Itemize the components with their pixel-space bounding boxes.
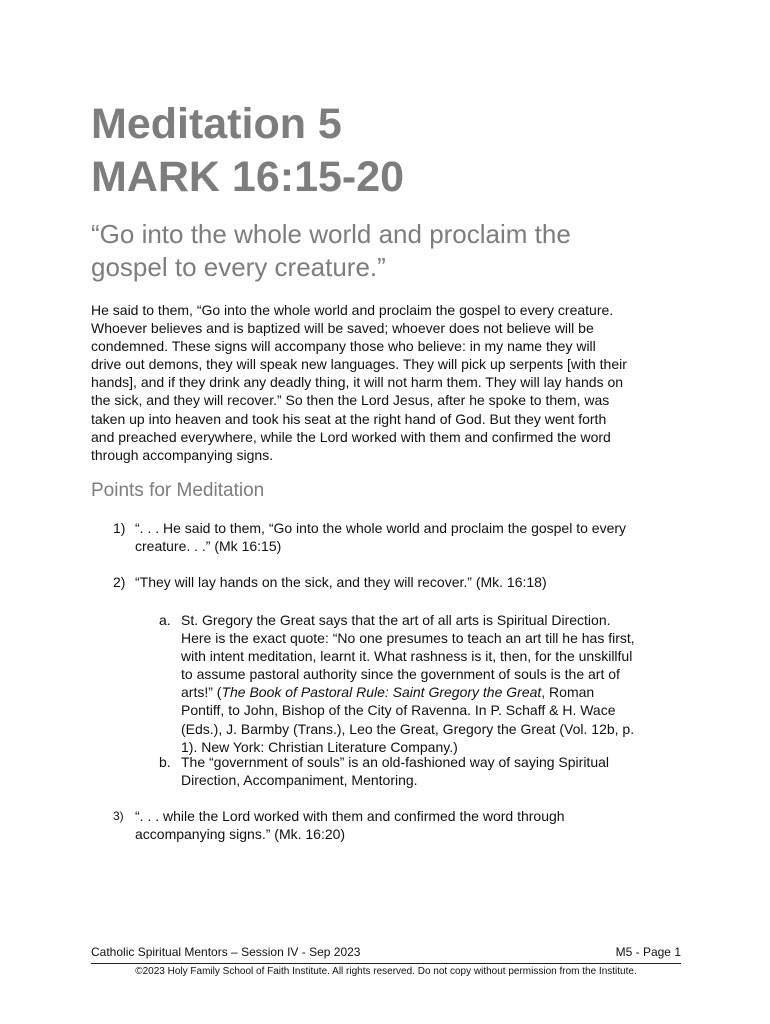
scripture-quote-heading [91, 218, 651, 284]
sub-item-line: Direction, Accompaniment, Mentoring. [181, 772, 418, 789]
sub-item-line-citation [181, 683, 635, 701]
book-title: The Book of Pastoral Rule: Saint Gregory the Great [221, 684, 542, 701]
list-item-line: creature. . .” (Mk 16:15) [135, 538, 282, 555]
passage-line: Whoever believes and is baptized will be saved; whoever does not believe will be [91, 320, 594, 337]
sub-item-line: with intent meditation, learnt it. What rashness is it, then, for the unskillful [181, 648, 633, 665]
passage-line: condemned. These signs will accompany those who believe: in my name they will [91, 338, 596, 355]
copyright-notice: ©2023 Holy Family School of Faith Institute. All rights reserved. Do not copy without permission from the Institute. [135, 966, 637, 977]
sub-item-line: to assume pastoral authority since the government of souls is the art of [181, 666, 620, 683]
passage-line: taken up into heaven and took his seat at the right hand of God. But they went forth [91, 410, 607, 427]
passage-line: drive out demons, they will speak new languages. They will pick up serpents [with their [91, 356, 627, 373]
sub-item-line: Here is the exact quote: “No one presumes to teach an art till he has first, [181, 630, 635, 647]
sub-item-line: The “government of souls” is an old-fashioned way of saying Spiritual [181, 754, 609, 770]
list-item-line: “. . . He said to them, “Go into the whole world and proclaim the gospel to every [135, 520, 627, 536]
sub-item-line: 1). New York: Christian Literature Company.) [181, 738, 458, 755]
footer-session: Catholic Spiritual Mentors – Session IV - Sep 2023 [91, 945, 361, 959]
list-marker: 3) [113, 809, 124, 823]
title-line-1: Meditation 5 [91, 100, 342, 148]
list-marker: a. [159, 612, 171, 628]
subtitle-line-2: gospel to every creature.” [91, 252, 386, 282]
list-item-line: “They will lay hands on the sick, and they will recover.” (Mk. 16:18) [135, 574, 547, 590]
points-heading: Points for Meditation [91, 480, 265, 501]
scripture-passage [91, 301, 691, 464]
list-item-line: accompanying signs.” (Mk. 16:20) [135, 826, 346, 843]
subtitle-line-1: “Go into the whole world and proclaim the [91, 219, 571, 249]
page-title [91, 98, 404, 204]
sub-item-line: (Eds.), J. Barmby (Trans.), Leo the Great, Gregory the Great (Vol. 12b, p. [181, 720, 635, 737]
passage-line: hands], and if they drink any deadly thing, it will not harm them. They will lay hands on [91, 374, 624, 391]
list-marker: 1) [113, 520, 126, 536]
passage-line: the sick, and they will recover.” So then the Lord Jesus, after he spoke to them, was [91, 392, 610, 409]
passage-line: through accompanying signs. [91, 446, 274, 463]
sub-item-line: St. Gregory the Great says that the art of all arts is Spiritual Direction. [181, 612, 611, 628]
passage-line: He said to them, “Go into the whole world and proclaim the gospel to every creature. [91, 302, 614, 318]
sub-item-line: Pontiff, to John, Bishop of the City of Ravenna. In P. Schaff & H. Wace [181, 702, 616, 719]
citation-pre: arts!” ( [181, 684, 222, 701]
list-item-line: “. . . while the Lord worked with them and confirmed the word through [135, 808, 565, 824]
passage-line: and preached everywhere, while the Lord worked with them and confirmed the word [91, 428, 611, 445]
list-marker: 2) [113, 574, 126, 590]
footer-page-number: M5 - Page 1 [615, 945, 681, 959]
title-line-2: MARK 16:15-20 [91, 153, 405, 201]
list-marker: b. [159, 754, 171, 770]
citation-post: , Roman [541, 684, 595, 701]
page-footer [91, 945, 681, 964]
